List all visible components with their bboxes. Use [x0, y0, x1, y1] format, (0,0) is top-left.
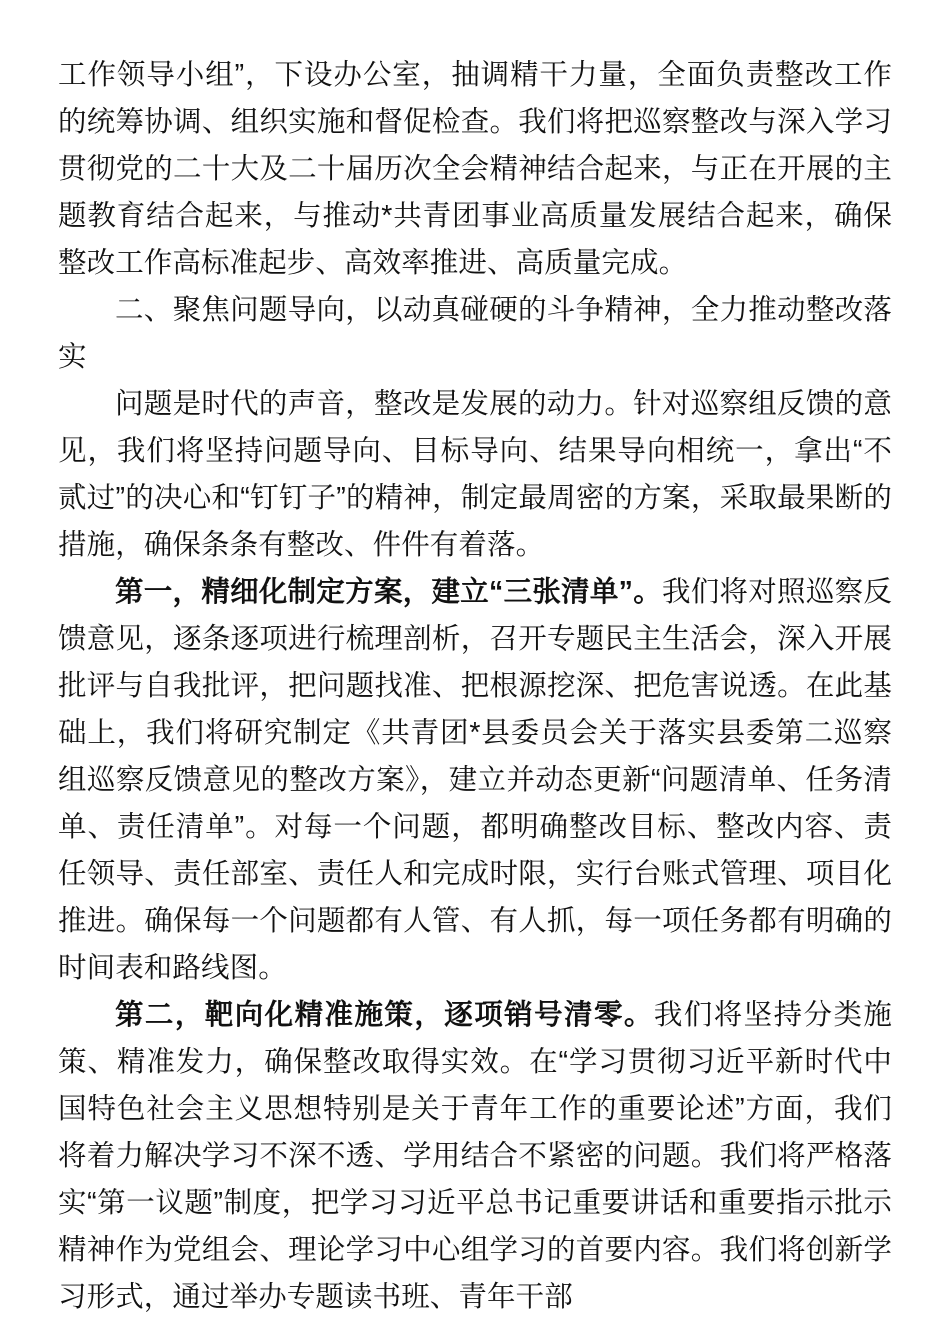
paragraph-problem-orientation: 问题是时代的声音，整改是发展的动力。针对巡察组反馈的意见，我们将坚持问题导向、目标导向、结果导向相统一，拿出“不贰过”的决心和“钉钉子”的精神，制定最周密的方案，采取最果断的措施，确保条条有整改、件件有着落。: [58, 388, 892, 561]
paragraph-point-two-text: 我们将坚持分类施策、精准发力，确保整改取得实效。在“学习贯彻习近平新时代中国特色社会主义思想特别是关于青年工作的重要论述”方面，我们将着力解决学习不深不透、学用结合不紧密的问题。我们将严格落实“第一议题”制度，把学习习近平总书记重要讲话和重要指示批示精神作为党组会、理论学习中心组学习的首要内容。我们将创新学习形式，通过举办专题读书班、青年干部: [58, 999, 892, 1313]
paragraph-point-two-lead: 第二，靶向化精准施策，逐项销号清零。: [115, 999, 654, 1031]
section-heading-two: 二、聚焦问题导向，以动真碰硬的斗争精神，全力推动整改落实: [58, 294, 892, 373]
paragraph-point-two: [58, 992, 892, 1321]
document-body: [58, 52, 892, 1321]
paragraph-point-one-lead: 第一，精细化制定方案，建立“三张清单”。: [115, 576, 662, 608]
paragraph-leadership-group: 工作领导小组”，下设办公室，抽调精干力量，全面负责整改工作的统筹协调、组织实施和督促检查。我们将把巡察整改与深入学习贯彻党的二十大及二十届历次全会精神结合起来，与正在开展的主题教育结合起来，与推动*共青团事业高质量发展结合起来，确保整改工作高标准起步、高效率推进、高质量完成。: [58, 59, 892, 279]
paragraph-point-one: [58, 569, 892, 992]
paragraph-point-one-text: 我们将对照巡察反馈意见，逐条逐项进行梳理剖析，召开专题民主生活会，深入开展批评与自我批评，把问题找准、把根源挖深、把危害说透。在此基础上，我们将研究制定《共青团*县委员会关于落实县委第二巡察组巡察反馈意见的整改方案》，建立并动态更新“问题清单、任务清单、责任清单”。对每一个问题，都明确整改目标、整改内容、责任领导、责任部室、责任人和完成时限，实行台账式管理、项目化推进。确保每一个问题都有人管、有人抓，每一项任务都有明确的时间表和路线图。: [58, 576, 892, 984]
